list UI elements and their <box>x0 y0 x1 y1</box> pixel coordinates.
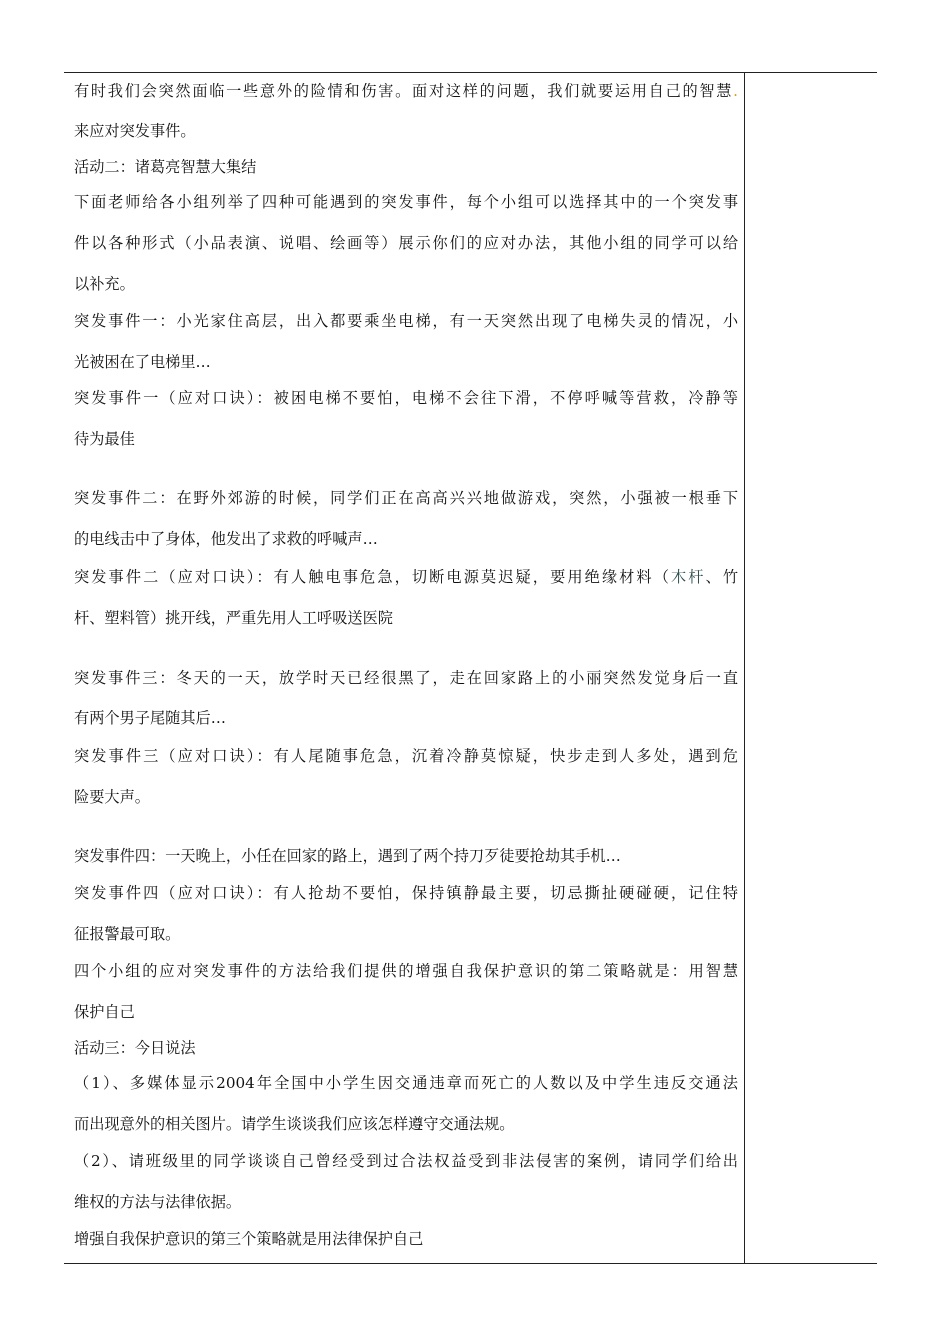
text-line: 突发事件四（应对口诀）：有人抢劫不要怕，保持镇静最主要，切忌撕扯硬碰硬，记住特 <box>74 884 738 902</box>
text-line: 杆、塑料管）挑开线，严重先用人工呼吸送医院 <box>74 609 393 627</box>
text-line: （1）、多媒体显示2004年全国中小学生因交通违章而死亡的人数以及中学生违反交通法 <box>74 1074 738 1092</box>
text-line: 突发事件三（应对口诀）：有人尾随事危急，沉着冷静莫惊疑，快步走到人多处，遇到危 <box>74 747 738 765</box>
text-line: 增强自我保护意识的第三个策略就是用法律保护自己 <box>74 1230 424 1248</box>
lesson-table <box>64 72 877 1264</box>
column-divider <box>744 73 745 1263</box>
text-line: 维权的方法与法律依据。 <box>74 1193 242 1211</box>
text-line: 待为最佳 <box>74 430 135 448</box>
text-line: 突发事件三：冬天的一天，放学时天已经很黑了，走在回家路上的小丽突然发觉身后一直 <box>74 669 738 687</box>
text-line: 光被困在了电梯里… <box>74 353 211 371</box>
text-line: 四个小组的应对突发事件的方法给我们提供的增强自我保护意识的第二策略就是：用智慧 <box>74 962 738 980</box>
text-line: 有两个男子尾随其后… <box>74 709 226 727</box>
text-line: 突发事件一（应对口诀）：被困电梯不要怕，电梯不会往下滑，不停呼喊等营救，冷静等 <box>74 389 738 407</box>
activity-heading: 活动三：今日说法 <box>74 1039 196 1057</box>
text-line: 有时我们会突然面临一些意外的险情和伤害。面对这样的问题，我们就要运用自己的智慧. <box>74 82 738 100</box>
text-line: 件以各种形式（小品表演、说唱、绘画等）展示你们的应对办法，其他小组的同学可以给 <box>74 234 738 252</box>
text-line: 突发事件二（应对口诀）：有人触电事危急，切断电源莫迟疑，要用绝缘材料（木杆、竹 <box>74 568 739 586</box>
text-line: 的电线击中了身体，他发出了求救的呼喊声… <box>74 530 378 548</box>
text-line: 以补充。 <box>74 275 135 293</box>
text-line: 征报警最可取。 <box>74 925 181 943</box>
text-line: （2）、请班级里的同学谈谈自己曾经受到过合法权益受到非法侵害的案例，请同学们给出 <box>74 1152 738 1170</box>
text-line: 而出现意外的相关图片。请学生谈谈我们应该怎样遵守交通法规。 <box>74 1115 515 1133</box>
text-line: 下面老师给各小组列举了四种可能遇到的突发事件，每个小组可以选择其中的一个突发事 <box>74 193 738 211</box>
text-line: 突发事件一：小光家住高层，出入都要乘坐电梯，有一天突然出现了电梯失灵的情况，小 <box>74 312 738 330</box>
text-line: 突发事件四：一天晚上，小任在回家的路上，遇到了两个持刀歹徒要抢劫其手机… <box>74 847 621 865</box>
text-line: 来应对突发事件。 <box>74 122 196 140</box>
text-line: 突发事件二：在野外郊游的时候，同学们正在高高兴兴地做游戏，突然，小强被一根垂下 <box>74 489 738 507</box>
activity-heading: 活动二：诸葛亮智慧大集结 <box>74 158 257 176</box>
text-line: 保护自己 <box>74 1003 135 1021</box>
text-line: 险要大声。 <box>74 788 150 806</box>
